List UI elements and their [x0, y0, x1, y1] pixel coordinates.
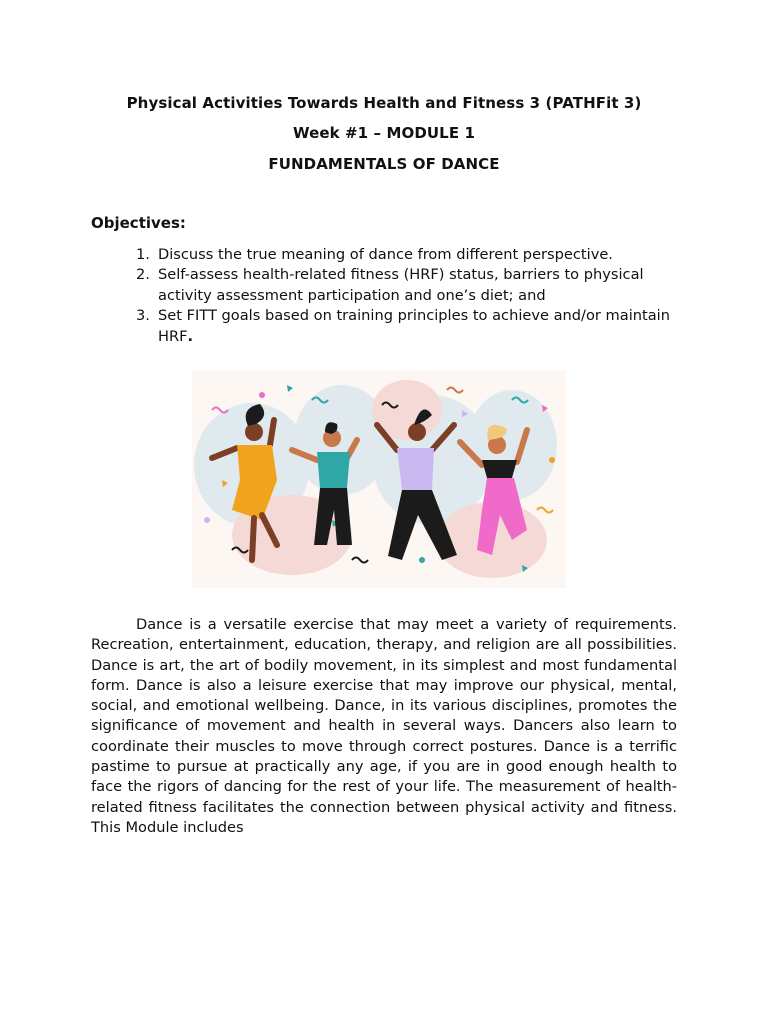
document-title: Physical Activities Towards Health and Fitness 3 (PATHFit 3) [126, 94, 642, 112]
objective-text: Self-assess health-related fitness (HRF) status, barriers to physical activity assessment participation and one’s diet; and [158, 266, 644, 304]
objective-number: 3. [136, 307, 150, 325]
objective-item [91, 306, 691, 347]
objective-text: Discuss the true meaning of dance from different perspective. [158, 246, 613, 263]
objective-number: 1. [136, 246, 150, 263]
objective-item [91, 265, 691, 306]
objective-item [91, 245, 691, 265]
objective-text: Set FITT goals based on training principles to achieve and/or maintain HRF [158, 307, 670, 345]
objectives-heading: Objectives: [91, 214, 186, 232]
objective-end-period: . [187, 327, 194, 345]
dancers-illustration [192, 370, 566, 588]
dancers-icon [192, 370, 566, 588]
objectives-list [91, 245, 691, 347]
body-paragraph: Dance is a versatile exercise that may meet a variety of requirements. Recreation, entertainment, education, therapy, and religion are all possibilities. Dance is art, the art of bodily movement, in its simplest and most fundamental form. Dance is also a leisure exercise that may improve our physical, mental, social, and emotional wellbeing. Dance, in its various disciplines, promotes the significance of movement and health in several ways. Dancers also learn to coordinate their muscles to move through correct postures. Dance is a terrific pastime to pursue at practically any age, if you are in good enough health to face the rigors of dancing for the rest of your life. The measurement of health-related fitness facilitates the connection between physical activity and fitness. This Module includes [91, 616, 677, 836]
week-module-label: Week #1 – MODULE 1 [292, 124, 476, 142]
objective-number: 2. [136, 266, 150, 284]
module-topic-title: FUNDAMENTALS OF DANCE [268, 155, 500, 173]
